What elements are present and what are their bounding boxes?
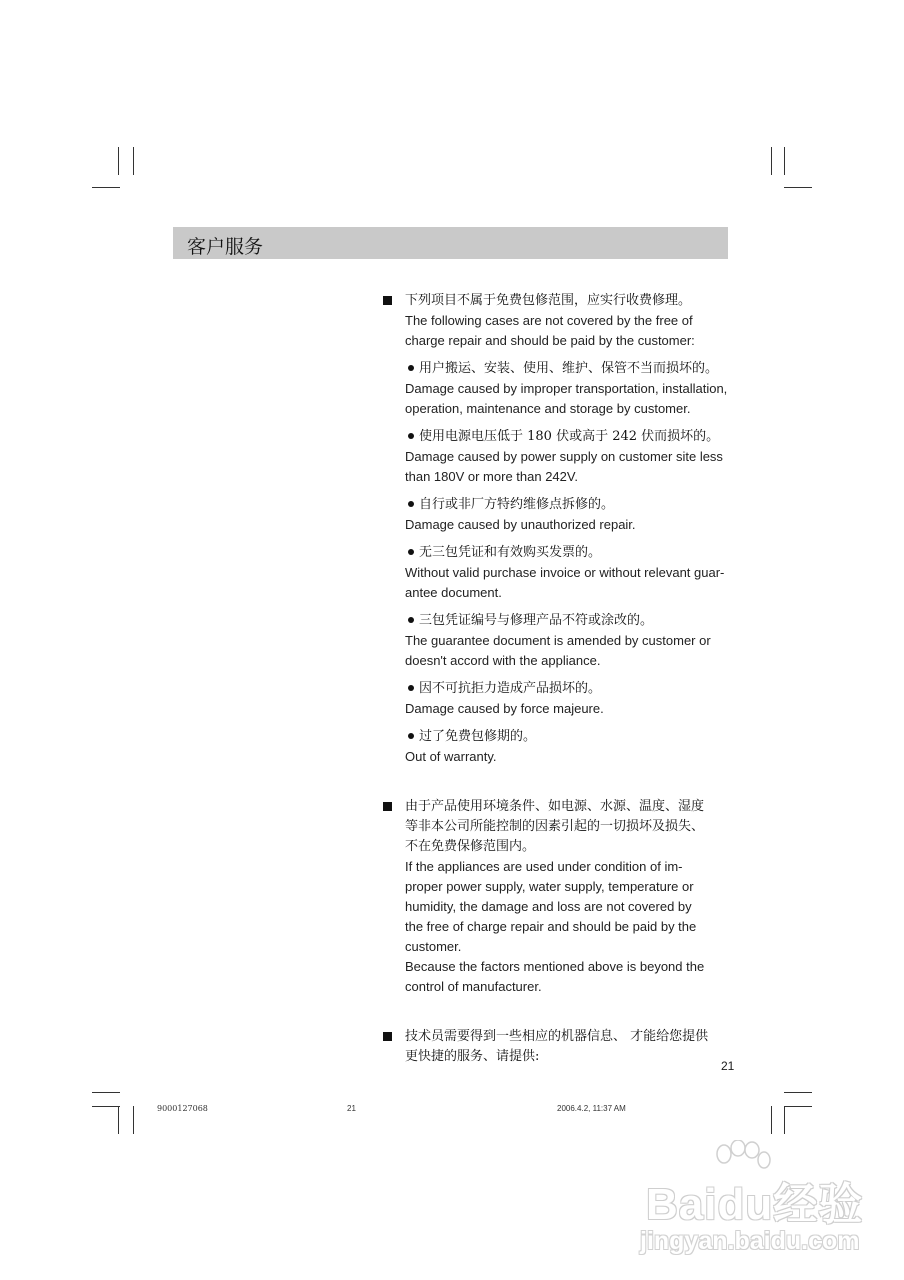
crop-mark	[118, 147, 119, 175]
footer-code: 9000127068	[157, 1104, 208, 1113]
list-item: 三包凭证编号与修理产品不符或涂改的。 The guarantee document is amended by customer or doesn't accord with the appliance.	[405, 613, 711, 668]
crop-mark	[784, 1106, 812, 1107]
crop-mark	[784, 1092, 812, 1093]
baidu-watermark	[620, 1140, 890, 1265]
section-environment: 由于产品使用环境条件、如电源、水源、温度、湿度 等非本公司所能控制的因素引起的一切损坏及损失、 不在免费保修范围内。 If the appliances are used under condition of im- proper power supply, water supply, temperature or humidity, the damage and loss are not covered by the free of charge repair and should be paid by the customer. Because the factors mentioned above is beyond the control of manufacturer.	[405, 797, 735, 997]
crop-mark	[771, 1106, 772, 1134]
crop-mark	[133, 147, 134, 175]
bullet-dot-icon	[408, 501, 414, 507]
footer-timestamp: 2006.4.2, 11:37 AM	[557, 1104, 626, 1113]
list-item: 使用电源电压低于 180 伏或高于 242 伏而损坏的。 Damage caused by power supply on customer site less than 180V or more than 242V.	[405, 429, 723, 484]
square-bullet-icon	[383, 296, 392, 305]
crop-mark	[784, 147, 785, 175]
crop-mark	[771, 147, 772, 175]
content-column	[405, 291, 735, 1067]
list-item: 用户搬运、安装、使用、维护、保管不当而损坏的。 Damage caused by improper transportation, installation, operation, maintenance and storage by customer.	[405, 361, 728, 416]
watermark-site: jingyan.baidu.com	[640, 1227, 860, 1255]
list-item: 自行或非厂方特约维修点拆修的。 Damage caused by unauthorized repair.	[405, 497, 636, 532]
section-heading-en: The following cases are not covered by the free of charge repair and should be paid by the customer:	[405, 313, 695, 348]
bullet-dot-icon	[408, 433, 414, 439]
footer-page: 21	[347, 1104, 356, 1113]
page-number: 21	[721, 1059, 735, 1073]
section-header-bar	[173, 227, 728, 259]
section-technician-info: 技术员需要得到一些相应的机器信息、 才能给您提供 更快捷的服务、请提供:	[405, 1027, 735, 1067]
list-item: 因不可抗拒力造成产品损坏的。 Damage caused by force majeure.	[405, 681, 604, 716]
bullet-dot-icon	[408, 549, 414, 555]
square-bullet-icon	[383, 1032, 392, 1041]
crop-mark	[92, 1106, 120, 1107]
crop-mark	[92, 187, 120, 188]
crop-mark	[133, 1106, 134, 1134]
bullet-dot-icon	[408, 733, 414, 739]
crop-mark	[118, 1106, 119, 1134]
watermark-brand: Baidu经验	[646, 1180, 864, 1229]
section-heading-zh: 下列项目不属于免费包修范围，应实行收费修理。	[405, 293, 692, 308]
bullet-dot-icon	[408, 685, 414, 691]
page-title: 客户服务	[187, 236, 264, 258]
crop-mark	[784, 1106, 785, 1134]
section-paid-repair	[405, 291, 735, 767]
bullet-dot-icon	[408, 365, 414, 371]
list-item: 无三包凭证和有效购买发票的。 Without valid purchase invoice or without relevant guar- antee document.	[405, 545, 725, 600]
square-bullet-icon	[383, 802, 392, 811]
list-item: 过了免费包修期的。 Out of warranty.	[405, 729, 537, 764]
bullet-dot-icon	[408, 617, 414, 623]
crop-mark	[92, 1092, 120, 1093]
crop-mark	[784, 187, 812, 188]
